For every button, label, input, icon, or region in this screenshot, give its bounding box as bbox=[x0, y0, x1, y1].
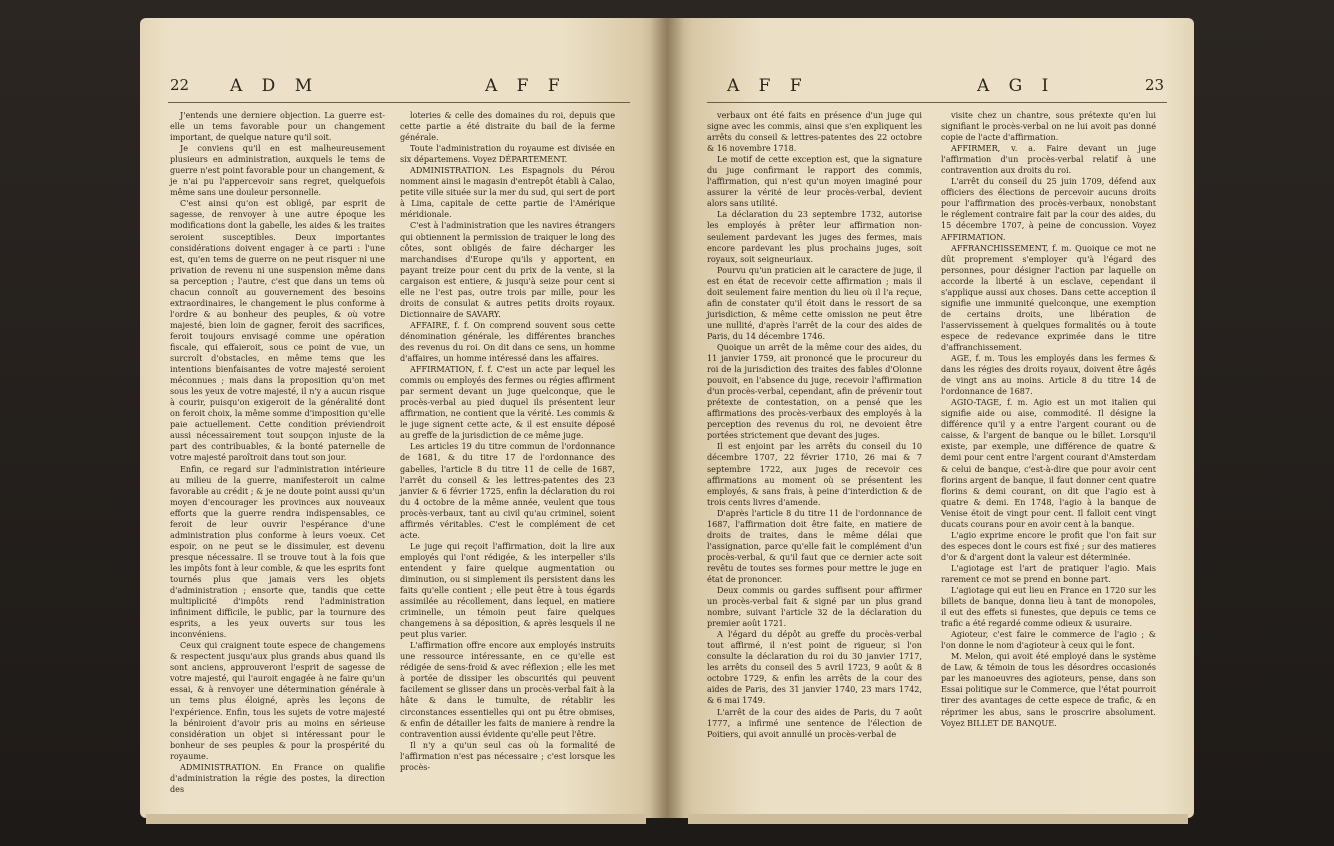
left-page-header bbox=[140, 76, 667, 106]
paragraph: Enfin, ce regard sur l'administration intérieure au milieu de la guerre, manifesteroit un calme favorable au crédit ; & je ne doute point aussi qu'un moyen d'encourager les provinces aux nouveaux efforts que la guerre rendra indispensables, ce feroit de leur ouvrir l'espérance d'une administration plus conforme à leurs voeux. Cet espoir, on ne peut se le dissimuler, est devenu presque nécessaire. Il se trouve tout à la fois que les impôts font à leur comble, & que les esprits font tournés plus que jamais vers les objets d'administration ; ensorte que, tandis que cette multiplicité d'impôts rend l'administration infiniment difficile, le public, par la tournure des esprits, a les yeux ouverts sur tous les inconvéniens. bbox=[170, 463, 385, 640]
left-column-2 bbox=[400, 110, 615, 773]
paragraph: visite chez un chantre, sous prétexte qu'en lui signifiant le procès-verbal on ne lui avoit pas donné copie de l'acte d'affirmation. bbox=[941, 110, 1156, 143]
paragraph: Je conviens qu'il en est malheureusement plusieurs en administration, auxquels le tems de guerre n'est point favorable pour un changement, & je n'ai pu l'appercevoir sans regret, quelquefois même sans une douleur personnelle. bbox=[170, 143, 386, 198]
paragraph: AFFIRMATION, f. f. C'est un acte par lequel les commis ou employés des fermes ou régies affirment par serment devant un juge quelconque, que le procès-verbal au pied duquel ils présentent leur affirmation, ne contient que la vérité. Les commis & le juge signent cette acte, & il est ensuite déposé au greffe de la jurisdiction de ce même juge. bbox=[400, 364, 615, 441]
paragraph: C'est ainsi qu'on est obligé, par esprit de sagesse, de renvoyer à une autre époque les modifications dont la gabelle, les aides & les traites seroient susceptibles. Deux importantes considérations doivent engager à ce parti : l'une est, qu'en tems de guerre on ne peut risquer ni une privation de revenu ni une suspension même dans sa perception ; l'autre, c'est que dans un tems où chacun connoît au gouvernement des besoins extraordinaires, le changement le plus conforme à l'ordre & au bonheur des peuples, & où votre majesté, bien loin de gagner, feroit des sacrifices, feroit toujours envisagé comme une opération fiscale, qui effaieroit, sous ce point de vue, un surcroît d'obstacles, en même tems que les intentions bienfaisantes de votre majesté seroient méconnues ; mais dans la proposition qu'on met sous les yeux de votre majesté, il n'y a aucun risque à courir, puisqu'on exigeroit de la généralité dont on feroit choix, la même somme d'imposition qu'elle paie actuellement. Cette condition préviendroit aussi nécessairement tout soupçon injuste de la part des contribuables, & la bonté paternelle de votre majesté paroîtroit dans tout son jour. bbox=[170, 198, 385, 463]
book-gutter-shadow bbox=[650, 18, 684, 818]
right-column-2 bbox=[941, 110, 1156, 729]
left-running-head-right: A F F bbox=[485, 76, 567, 96]
right-running-head-right: A G I bbox=[977, 76, 1056, 96]
paragraph: La déclaration du 23 septembre 1732, autorise les employés à prêter leur affirmation non-seulement pardevant les juges des fermes, mais encore pardevant les plus prochains juges, soit royaux, soit seigneuriaux. bbox=[707, 209, 922, 264]
right-running-head-left: A F F bbox=[727, 76, 809, 96]
left-column-1 bbox=[170, 110, 385, 795]
paragraph: Deux commis ou gardes suffisent pour affirmer un procès-verbal fait & signé par un plus grand nombre, suivant l'article 32 de la déclaration du premier août 1721. bbox=[707, 585, 922, 629]
paragraph: AGIO-TAGE, f. m. Agio est un mot italien qui signifie aide ou aise, commodité. Il désigne la différence qu'il y a entre l'argent courant ou de caisse, & l'argent de banque ou le billet. Lorsqu'il existe, par exemple, une différence de quatre & demi pour cent entre l'argent courant d'Amsterdam & celui de banque, c'est-à-dire que pour avoir cent florins argent de banque, il faut donner cent quatre florins & demi courant, on dit que l'agio est à quatre & demi. En 1748, l'agio à la banque de Venise étoit de vingt pour cent. Il falloit cent vingt ducats courans pour en avoir cent à la banque. bbox=[941, 397, 1156, 529]
right-page-number: 23 bbox=[1145, 76, 1165, 94]
paragraph: D'après l'article 8 du titre 11 de l'ordonnance de 1687, l'affirmation doit être faite, en matiere de droits de traites, dans le même délai que l'assignation, parce qu'elle fait le complément d'un procès-verbal, & qu'il faut que ce dernier acte soit revêtu de toutes ses formes pour mettre le juge en état de prononcer. bbox=[707, 507, 922, 584]
paragraph: L'agio exprime encore le profit que l'on fait sur des especes dont le cours est fixé ; sur des matieres d'or & d'argent dont la valeur est déterminée. bbox=[941, 529, 1156, 562]
paragraph: AFFRANCHISSEMENT, f. m. Quoique ce mot ne dût proprement s'employer qu'à l'égard des personnes, pour désigner l'action par laquelle on accorde la liberté à un esclave, cependant il s'applique aussi aux choses. Dans cette acception il signifie une immunité quelconque, une exemption de certains droits, une libération de l'asservissement à quelques formalités ou à toute espece de redevance exprimée dans le titre d'affranchissement. bbox=[941, 242, 1156, 352]
left-page-edge bbox=[146, 814, 646, 824]
paragraph: L'agiotage qui eut lieu en France en 1720 sur les billets de banque, donna lieu à tant de monopoles, il eut des effets si funestes, que depuis ce tems ce trafic a été regardé comme odieux & usuraire. bbox=[941, 585, 1156, 629]
paragraph: AFFAIRE, f. f. On comprend souvent sous cette dénomination générale, les différentes branches des revenus du roi. On dit dans ce sens, un homme d'affaires, un homme intéressé dans les affaires. bbox=[400, 319, 615, 364]
paragraph: Il n'y a qu'un seul cas où la formalité de l'affirmation n'est pas nécessaire ; c'est lorsque les procès- bbox=[400, 739, 615, 772]
right-page-header bbox=[667, 76, 1194, 106]
right-page bbox=[667, 18, 1194, 818]
paragraph: Ceux qui craignent toute espece de changemens & respectent jusqu'aux plus grands abus quand ils sont anciens, approuveront l'esprit de sagesse de votre majesté, qui l'auroit engagée à ne faire qu'un essai, & à renvoyer une détermination générale à un tems plus éloigné, après les leçons de l'expérience. Enfin, tous les sujets de votre majesté la béniroient d'avoir pris au moins en sérieuse considération un objet si intéressant pour le bonheur de ses peuples & pour la prospérité du royaume. bbox=[170, 640, 385, 761]
paragraph: Quoique un arrêt de la même cour des aides, du 11 janvier 1759, ait prononcé que le procureur du roi de la jurisdiction des traites des fables d'Olonne pouvoit, en l'absence du juge, recevoir l'affirmation d'un procès-verbal, cependant, afin de prévenir tout prétexte de contestation, on a pensé que les affirmations des procès-verbaux des employés à la perception des revenus du roi, ne devoient être portées strictement que devant des juges. bbox=[707, 341, 922, 441]
paragraph: verbaux ont été faits en présence d'un juge qui signe avec les commis, ainsi que s'en expliquent les arrêts du conseil & lettres-patentes des 22 octobre & 16 novembre 1718. bbox=[707, 110, 922, 154]
paragraph: AFFIRMER, v. a. Faire devant un juge l'affirmation d'un procès-verbal relatif à une contravention aux droits du roi. bbox=[941, 143, 1156, 176]
paragraph: ADMINISTRATION. Les Espagnols du Pérou nomment ainsi le magasin d'entrepôt établi à Calao, petite ville située sur la mer du sud, qui sert de port à Lima, capitale de cette partie de l'Amérique méridionale. bbox=[400, 165, 615, 220]
paragraph: C'est à l'administration que les navires étrangers qui obtiennent la permission de traiquer le long des côtes, sont obligés de faire décharger les marchandises d'Europe qu'ils y apportent, en payant treize pour cent du prix de la vente, si la cargaison est entiere, & jusqu'à seize pour cent si elle ne l'est pas, outre trois par mille, pour les droits de consulat & autres petits droits royaux. Dictionnaire de SAVARY. bbox=[400, 220, 615, 319]
left-page bbox=[140, 18, 667, 818]
paragraph: Agioteur, c'est faire le commerce de l'agio ; & l'on donne le nom d'agioteur à ceux qui le font. bbox=[941, 629, 1156, 651]
paragraph: M. Melon, qui avoit été employé dans le système de Law, & témoin de tous les désordres occasionés par les manoeuvres des agioteurs, pense, dans son Essai politique sur le Commerce, que l'état pourroit tirer des avantages de cette espece de trafic, & en réprimer les abus, sans le proscrire absolument. Voyez BILLET DE BANQUE. bbox=[941, 651, 1156, 728]
left-header-rule bbox=[168, 102, 630, 103]
paragraph: loteries & celle des domaines du roi, depuis que cette partie a été distraite du bail de la ferme générale. bbox=[400, 110, 615, 143]
paragraph: Pourvu qu'un praticien ait le caractere de juge, il est en état de recevoir cette affirmation ; mais il doit seulement faire mention du lieu où il l'a reçue, afin de constater qu'il étoit dans le ressort de sa jurisdiction, & même cette omission ne peut être une nullité, d'après l'arrêt de la cour des aides de Paris, du 14 décembre 1746. bbox=[707, 264, 922, 341]
paragraph: Les articles 19 du titre commun de l'ordonnance de 1681, & du titre 17 de l'ordonnance des gabelles, l'article 8 du titre 11 de celle de 1687, l'arrêt du conseil & les lettres-patentes des 23 janvier & 6 février 1725, enfin la déclaration du roi du 4 octobre de la même année, veulent que tous procès-verbaux, tant au civil qu'au criminel, soient affirmés véritables. C'est le complément de cet acte. bbox=[400, 441, 615, 540]
paragraph: Le juge qui reçoit l'affirmation, doit la lire aux employés qui l'ont rédigée, & les interpeller s'ils entendent y faire quelque augmentation ou diminution, ou si simplement ils persistent dans les faits qu'elle contient ; elle peut être à tous égards assimilée au récollement, dans lequel, en matiere criminelle, un témoin peut faire quelques changemens à sa déposition, & après lesquels il ne peut plus varier. bbox=[400, 540, 615, 640]
paragraph: J'entends une derniere objection. La guerre est-elle un tems favorable pour un changement important, de quelque nature qu'il soit. bbox=[170, 110, 385, 143]
paragraph: Il est enjoint par les arrêts du conseil du 10 décembre 1707, 22 février 1710, 26 mai & 7 septembre 1722, aux juges de recevoir ces affirmations au moment où se présentent les employés, & sans frais, à peine d'interdiction & de trois cents livres d'amende. bbox=[707, 441, 922, 507]
right-header-rule bbox=[707, 102, 1167, 103]
left-running-head-left: A D M bbox=[230, 76, 320, 96]
right-page-edge bbox=[688, 814, 1188, 824]
paragraph: Toute l'administration du royaume est divisée en six départemens. Voyez DÉPARTEMENT. bbox=[400, 143, 615, 165]
paragraph: Le motif de cette exception est, que la signature du juge confirmant le rapport des commis, l'affirmation, qui n'est qu'un moyen imaginé pour assurer la vérité de leur procès-verbal, devient alors sans utilité. bbox=[707, 154, 922, 209]
paragraph: AGE, f. m. Tous les employés dans les fermes & dans les régies des droits royaux, doivent être âgés de vingt ans au moins. Article 8 du titre 14 de l'ordonnance de 1687. bbox=[941, 353, 1156, 397]
right-column-1 bbox=[707, 110, 922, 740]
paragraph: L'affirmation offre encore aux employés instruits une ressource intéressante, en ce qu'elle est rédigée de sens-froid & avec réflexion ; elle les met à portée de dissiper les obscurités qui peuvent facilement se glisser dans un procès-verbal fait à la hâte & dans le tumulte, de rétablir les circonstances essentielles qui ont pu être obmises, & enfin de détailler les faits de maniere à rendre la contravention aussi évidente qu'elle peut l'être. bbox=[400, 640, 615, 739]
paragraph: L'arrêt du conseil du 25 juin 1709, défend aux officiers des élections de percevoir aucuns droits pour l'affirmation des procès-verbaux, nonobstant le réglement contraire fait par la cour des aides, du 15 décembre 1707, à peine de concussion. Voyez AFFIRMATION. bbox=[941, 176, 1156, 242]
left-page-number: 22 bbox=[170, 76, 190, 94]
paragraph: A l'égard du dépôt au greffe du procès-verbal tout affirmé, il n'est point de rigueur, si l'on consulte la déclaration du roi du 30 janvier 1717, les arrêts du conseil des 5 avril 1723, 9 août & 8 octobre 1729, & enfin les arrêts de la cour des aides de Paris, des 31 janvier 1740, 23 mars 1742, & 6 mai 1749. bbox=[707, 629, 922, 706]
paragraph: L'agiotage est l'art de pratiquer l'agio. Mais rarement ce mot se prend en bonne part. bbox=[941, 562, 1156, 584]
open-book bbox=[140, 18, 1194, 830]
paragraph: L'arrêt de la cour des aides de Paris, du 7 août 1777, a infirmé une sentence de l'élection de Poitiers, qui avoit annullé un procès-verbal de bbox=[707, 706, 922, 739]
paragraph: ADMINISTRATION. En France on qualifie d'administration la régie des postes, la direction des bbox=[170, 761, 385, 794]
